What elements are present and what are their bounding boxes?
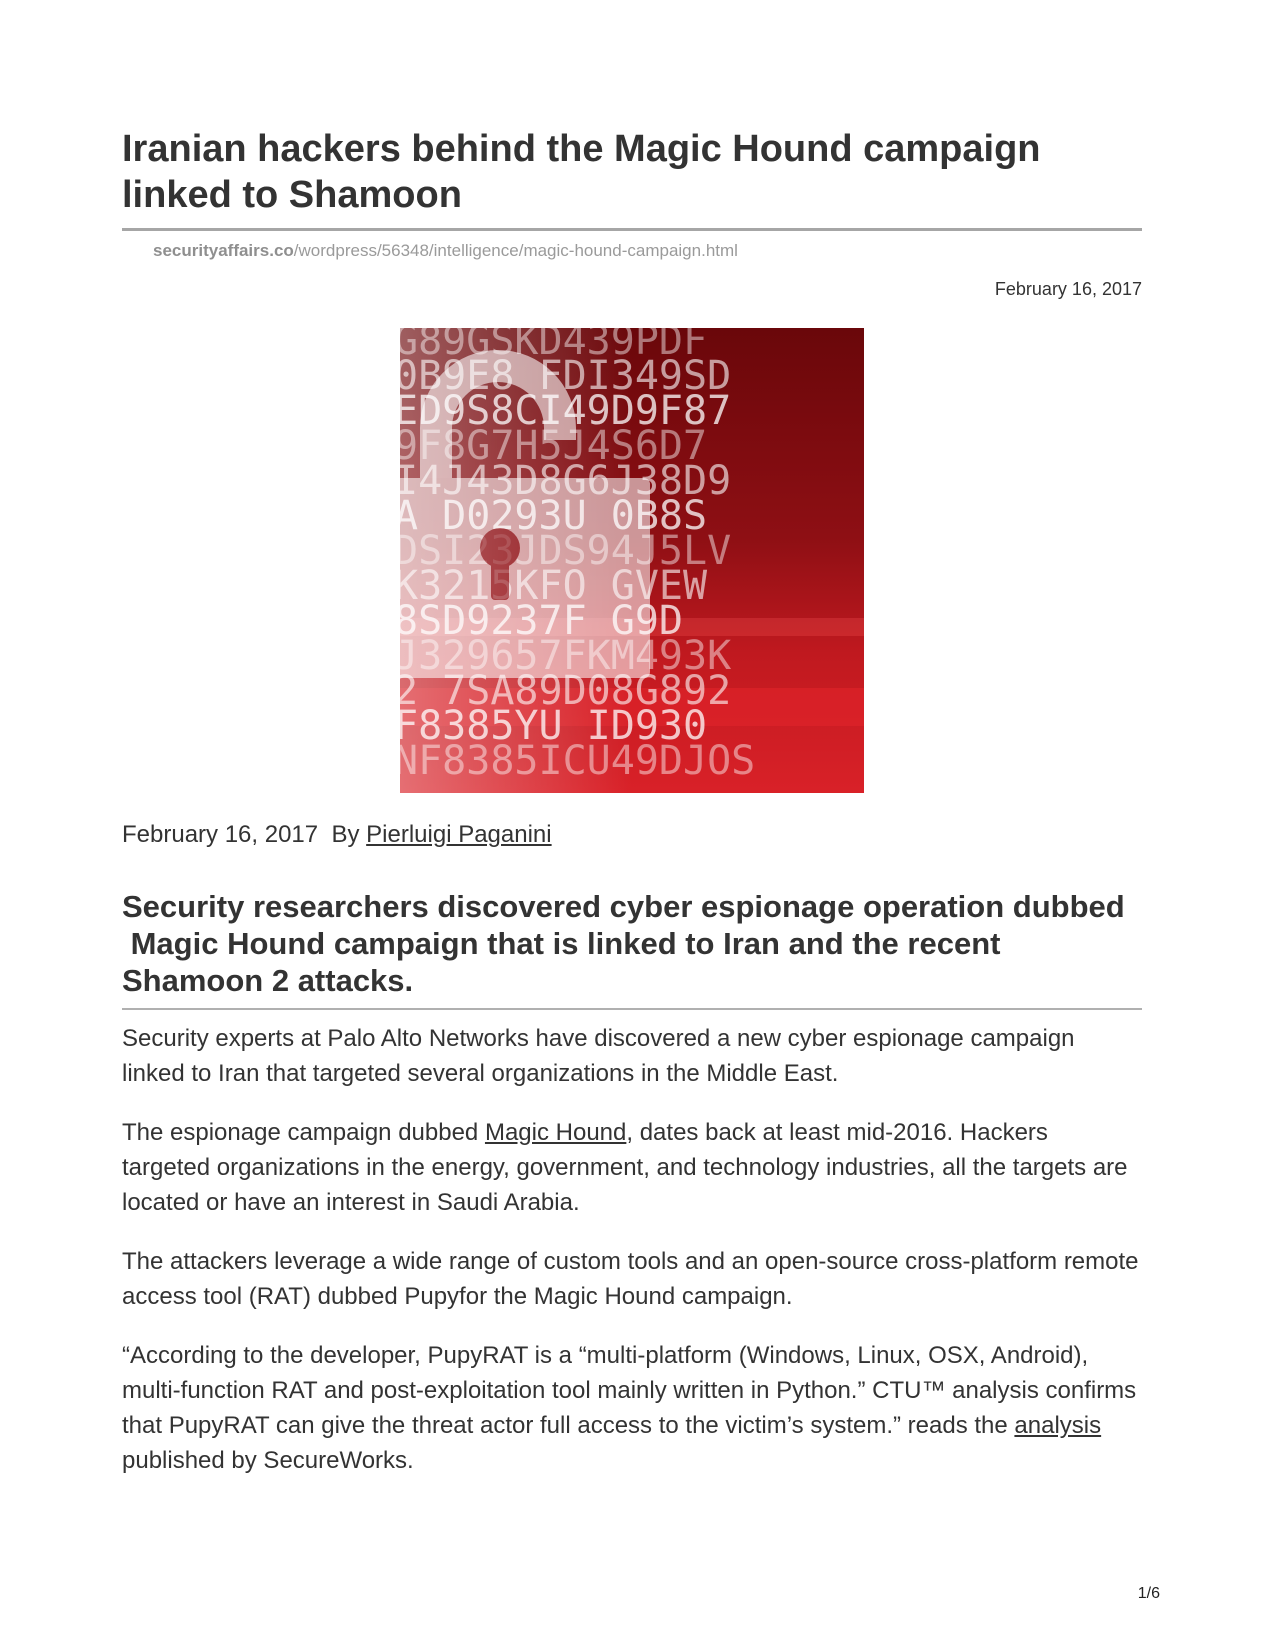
article-title: Iranian hackers behind the Magic Hound campaign linked to Shamoon (122, 128, 1041, 216)
page-number: 1/6 (1137, 1585, 1160, 1602)
paragraph: Security experts at Palo Alto Networks have discovered a new cyber espionage campaign linked to Iran that targeted several organizations in the Middle East. (122, 1025, 1075, 1087)
hero-image (400, 328, 864, 793)
analysis-link[interactable]: analysis (1014, 1412, 1102, 1439)
subheading-line: Security researchers discovered cyber espionage operation dubbed (122, 889, 1125, 924)
paragraph-text: The espionage campaign dubbed (122, 1119, 485, 1146)
subheading-line: Magic Hound campaign that is linked to Iran and the recent (122, 926, 1001, 961)
hero-glow (400, 328, 864, 793)
source-url[interactable] (153, 241, 738, 261)
byline (122, 821, 552, 849)
byline-date: February 16, 2017 (122, 821, 319, 848)
article-subheading (122, 888, 1142, 999)
published-date: February 16, 2017 (994, 279, 1142, 299)
byline-by: By (331, 821, 360, 848)
magic-hound-link[interactable]: Magic Hound (484, 1119, 627, 1146)
source-path: /wordpress/56348/intelligence/magic-hound-campaign.html (293, 241, 738, 260)
hero-image-svg (400, 328, 864, 793)
article-body (122, 1021, 1142, 1502)
subheading-line: Shamoon 2 attacks. (122, 963, 414, 998)
paragraph (122, 1338, 1142, 1478)
paragraph-text: “According to the developer, PupyRAT is a “multi-platform (Windows, Linux, OSX, Android), multi-function RAT and post-exploitation tool mainly written in Python.” CTU™ analysis confirms that PupyRAT can give the threat actor full access to the victim’s system.” reads the (122, 1342, 1137, 1439)
title-divider (122, 228, 1142, 231)
paragraph: The attackers leverage a wide range of custom tools and an open-source cross-platform remote access tool (RAT) dubbed Pupyfor the Magic Hound campaign. (122, 1248, 1139, 1310)
source-domain: securityaffairs.co (153, 241, 294, 260)
paragraph-text: , dates back at least mid-2016. Hackers targeted organizations in the energy, government, and technology industries, all the targets are located or have an interest in Saudi Arabia. (122, 1119, 1128, 1216)
paragraph (122, 1115, 1142, 1220)
author-link[interactable]: Pierluigi Paganini (366, 821, 552, 848)
subheading-divider (122, 1008, 1142, 1010)
paragraph-text: published by SecureWorks. (122, 1447, 414, 1474)
